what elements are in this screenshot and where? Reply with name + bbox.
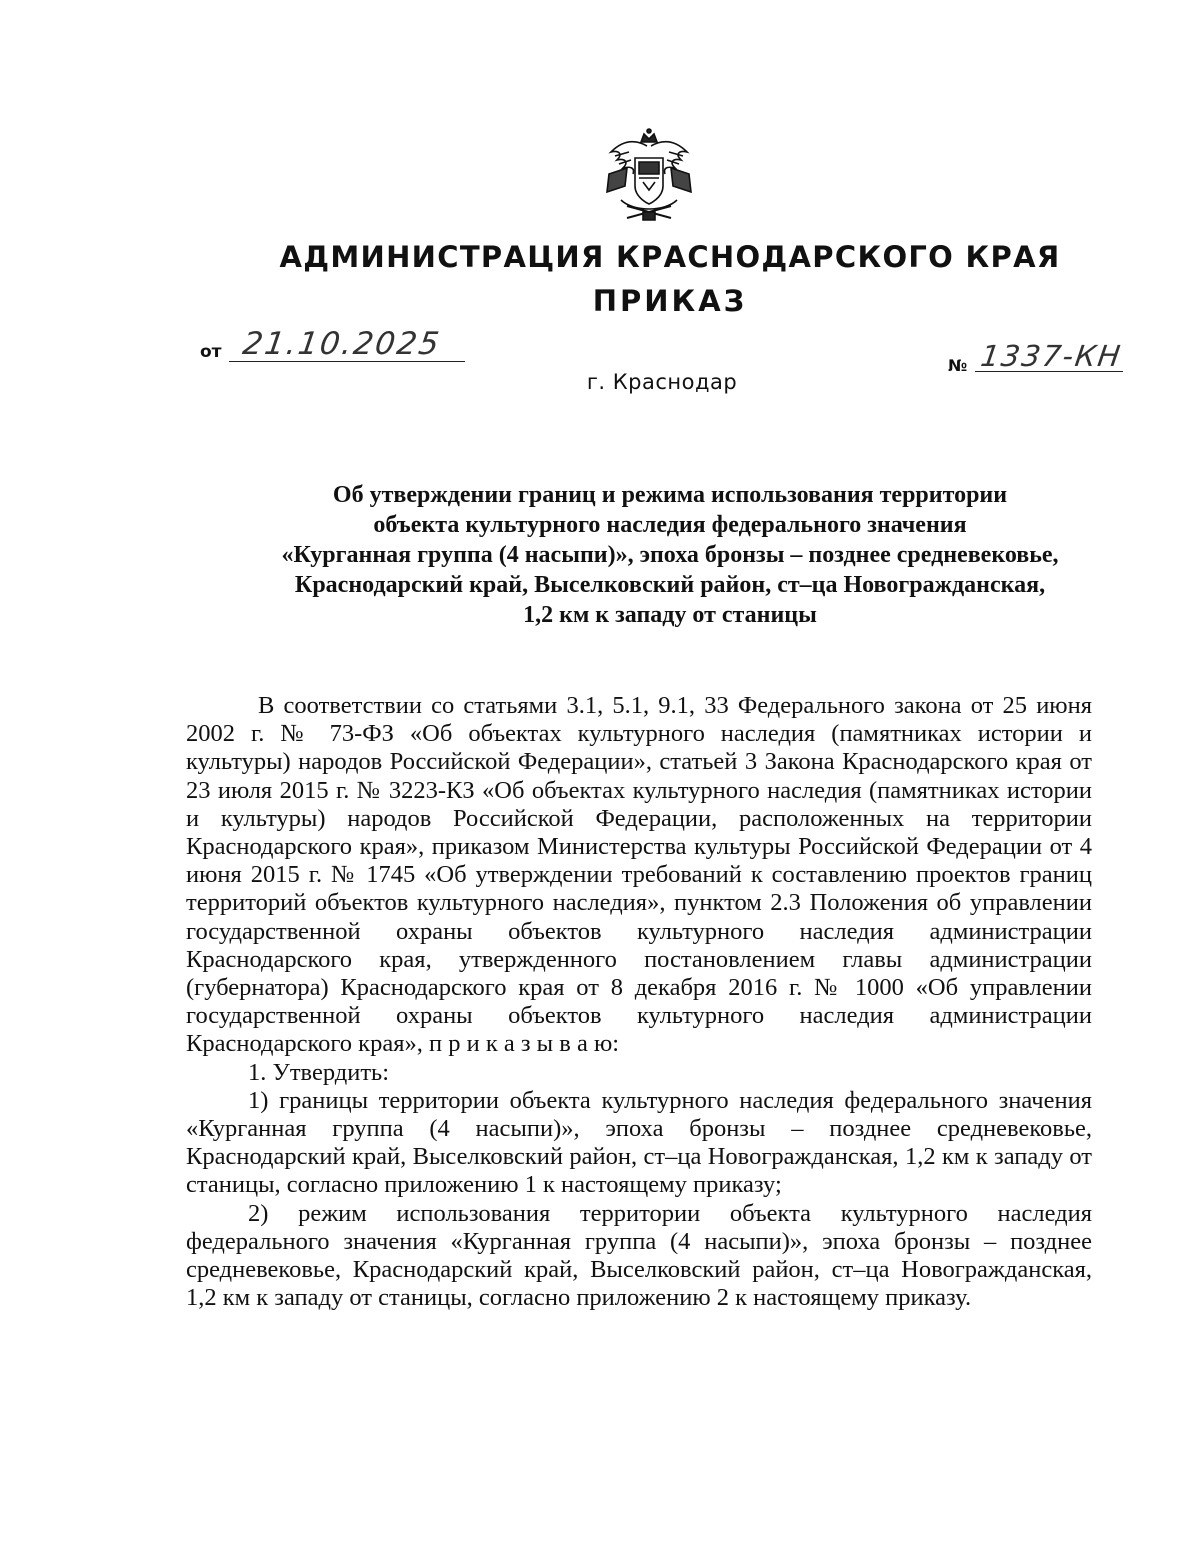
document-body xyxy=(186,692,1092,1312)
number-label: № xyxy=(948,356,968,375)
title-line: объекта культурного наследия федерального значения xyxy=(373,512,967,538)
title-line: 1,2 км к западу от станицы xyxy=(523,602,817,628)
item-1: 1. Утвердить: xyxy=(248,1058,390,1086)
coat-of-arms-icon xyxy=(603,128,695,224)
title-line: Краснодарский край, Выселковский район, ст–ца Новогражданская, xyxy=(294,572,1046,598)
date-label: от xyxy=(200,342,222,362)
organization-name: АДМИНИСТРАЦИЯ КРАСНОДАРСКОГО КРАЯ xyxy=(279,240,1061,274)
item-1-2: 2) режим использования территории объекта культурного наследия федерального значения «Курганная группа (4 насыпи)», эпоха бронзы – позднее средневековье, Краснодарский край, Выселковский район, ст–ца Новогражданская, 1,2 км к западу от станицы, согласно приложению 2 к настоящему приказу. xyxy=(186,1199,1092,1312)
city-name: г. Краснодар xyxy=(586,370,738,394)
document-title xyxy=(160,480,1180,630)
item-1-1: 1) границы территории объекта культурного наследия федерального значения «Курганная группа (4 насыпи)», эпоха бронзы – позднее средневековье, Краснодарский край, Выселковский район, ст–ца Новогражданская, 1,2 км к западу от станицы, согласно приложению 1 к настоящему приказу; xyxy=(186,1086,1092,1199)
document-type: ПРИКАЗ xyxy=(592,284,748,318)
date-handwritten: 21.10.2025 xyxy=(240,326,444,362)
number-handwritten: 1337-КН xyxy=(978,339,1125,373)
title-line: «Курганная группа (4 насыпи)», эпоха бронзы – позднее средневековье, xyxy=(281,542,1059,568)
preamble-verb: п р и к а з ы в а ю: xyxy=(428,1030,620,1058)
preamble-paragraph xyxy=(186,692,1092,1059)
preamble-text: В соответствии со статьями 3.1, 5.1, 9.1, 33 Федерального закона от 25 июня 2002 г. № 73-ФЗ «Об объектах культурного наследия (памятниках истории и культуры) народов Российской Федерации», статьей 3 Закона Краснодарского края от 23 июля 2015 г. № 3223-КЗ «Об объектах культурного наследия (памятниках истории и культуры) народов Российской Федерации, расположенных на территории Краснодарского края», приказом Министерства культуры Российской Федерации от 4 июня 2015 г. № 1745 «Об утверждении требований к составлению проектов границ территорий объектов культурного наследия», пунктом 2.3 Положения об управлении государственной охраны объектов культурного наследия администрации Краснодарского края, утвержденного постановлением главы администрации (губернатора) Краснодарского края от 8 декабря 2016 г. № 1000 «Об управлении государственной охраны объектов культурного наследия администрации Краснодарского края», xyxy=(186,692,1092,1058)
title-line: Об утверждении границ и режима использования территории xyxy=(332,482,1008,508)
